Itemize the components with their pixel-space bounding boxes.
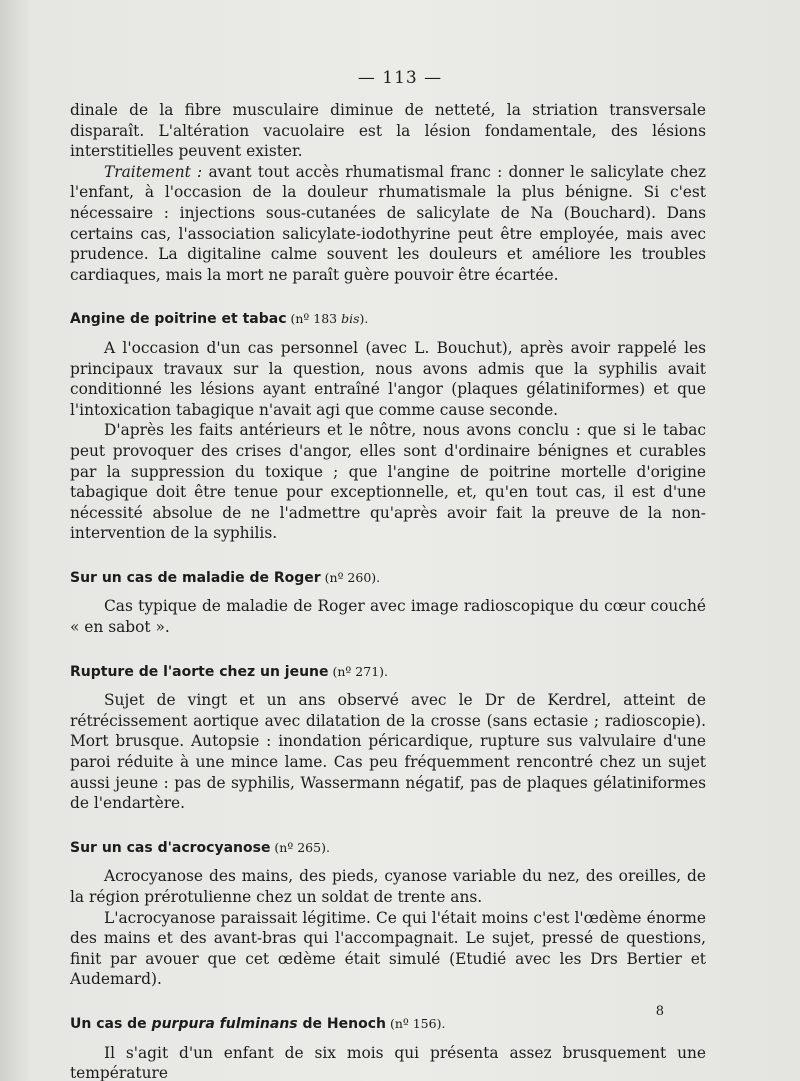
section-heading-roger — [70, 568, 706, 589]
section-title: Sur un cas de maladie de Roger — [70, 569, 321, 586]
section-title-italic: purpura fulminans — [151, 1015, 298, 1032]
section-heading-angine — [70, 309, 706, 330]
section-title: Sur un cas d'acrocyanose — [70, 839, 271, 856]
intro-paragraph: dinale de la fibre musculaire diminue de netteté, la striation transversale disparaît. L'altération vacuolaire est la lésion fondamentale, des lésions interstitielles peuvent exister. — [70, 101, 706, 161]
treatment-text: avant tout accès rhumatismal franc : donner le salicylate chez l'enfant, à l'occasion de la douleur rhumatismale la plus bénigne. Si c'est nécessaire : injections sous-cutanées de salicylate de Na (Bouchard). Dans certains cas, l'association salicylate-iodothyrine peut être employée, mais avec prudence. La digitaline calme souvent les douleurs et améliore les troubles cardiaques, mais la mort ne paraît guère pouvoir être écartée. — [70, 162, 706, 284]
section-ref: (nº 260). — [320, 569, 381, 585]
section-heading-aorte — [70, 662, 706, 683]
section-ref: (nº 265). — [270, 839, 330, 855]
treatment-paragraph — [70, 162, 706, 286]
section-heading-purpura: Un cas de purpura fulminans de Henoch (nº 156). — [70, 1015, 446, 1032]
section-ref: (nº 271). — [328, 663, 388, 679]
acrocyanose-paragraph-2: L'acrocyanose paraissait légitime. Ce qui l'était moins c'est l'œdème énorme des mains et des avant-bras qui l'accompagnait. Le sujet, pressé de questions, finit par avouer que cet œdème était simulé (Etudié avec les Drs Bertier et Audemard). — [70, 908, 706, 989]
angine-paragraph-1: A l'occasion d'un cas personnel (avec L. Bouchut), après avoir rappelé les principaux travaux sur la question, nous avons admis que la syphilis avait conditionné les lésions ayant entraîné l'angor (plaques gélatiniformes) et que l'intoxication tabagique n'avait agi que comme cause seconde. — [70, 338, 706, 419]
aorte-paragraph: Sujet de vingt et un ans observé avec le Dr de Kerdrel, atteint de rétrécissement aortique avec dilatation de la crosse (sans ectasie ; radioscopie). Mort brusque. Autopsie : inondation péricardique, rupture sus valvulaire d'une paroi réduite à une mince lame. Cas peu fréquemment rencontré chez un sujet aussi jeune : pas de syphilis, Wassermann négatif, pas de plaques gélatiniformes de l'endartère. — [70, 691, 706, 813]
section-heading-acrocyanose — [70, 838, 706, 859]
folio-number: 8 — [655, 1004, 664, 1019]
angine-paragraph-2: D'après les faits antérieurs et le nôtre, nous avons conclu : que si le tabac peut provoquer des crises d'angor, elles sont d'ordinaire bénignes et curables par la suppression du toxique ; que l'angine de poitrine mortelle d'origine tabagique doit être tenue pour exceptionnelle, et, qu'en tout cas, il est d'une nécessité absolue de ne l'admettre qu'après avoir fait la preuve de la non-intervention de la syphilis. — [70, 421, 706, 543]
section-title: Angine de poitrine et tabac — [70, 311, 287, 328]
purpura-paragraph: Il s'agit d'un enfant de six mois qui présenta assez brusquement une température — [70, 1043, 706, 1081]
page-number: — 113 — — [357, 68, 443, 88]
section-title: Rupture de l'aorte chez un jeune — [70, 663, 329, 680]
treatment-label: Traitement : — [104, 162, 203, 181]
acrocyanose-paragraph-1: Acrocyanose des mains, des pieds, cyanose variable du nez, des oreilles, de la région prérotulienne chez un soldat de trente ans. — [70, 867, 706, 906]
page-body — [70, 100, 706, 1081]
section-ref: (nº 183 bis). — [286, 311, 369, 327]
section-ref: (nº 156). — [385, 1015, 446, 1031]
roger-paragraph: Cas typique de maladie de Roger avec image radioscopique du cœur couché « en sabot ». — [70, 597, 706, 637]
